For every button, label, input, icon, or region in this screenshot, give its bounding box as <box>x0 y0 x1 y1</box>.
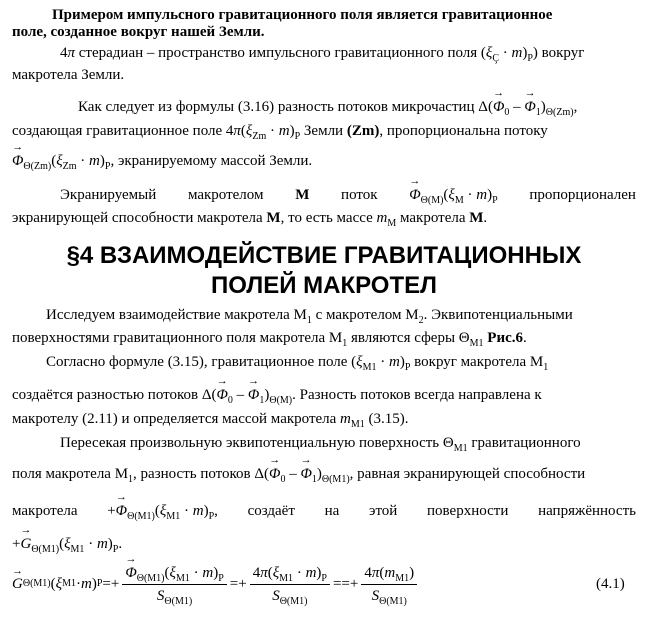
fraction-2: $\frac{4\pi(\xi_{M1} \cdot m)_P}{S_{\Theta(M1)}}$ <box>250 564 330 605</box>
p2-line2: макротела Земли. <box>12 67 125 83</box>
p1-line2: поле, созданное вокруг нашей Земли. <box>12 24 265 40</box>
equation-number: (4.1) <box>596 576 625 592</box>
p7-line1: Пересекая произвольную эквипотенциальную поверхность $\Theta_{M1}$ гравитационного <box>60 435 581 454</box>
p1-line1: Примером импульсного гравитационного поля является гравитационное <box>52 7 553 23</box>
section-heading-line1: §4 ВЗАИМОДЕЙСТВИЕ ГРАВИТАЦИОННЫХ <box>66 242 582 269</box>
p3-line3: → $\Phi_{\Theta(Zm)}(\xi_{Zm} \cdot m)_P$, экранируемому массой Земли. <box>12 152 636 170</box>
p7-line2: поля макротела $M_1$, разность потоков $\Delta(\to \Phi_0$ – → $\Phi_1)_{\Theta(M1)}$, равная экранирующей способности <box>12 465 636 483</box>
section-heading-line2: ПОЛЕЙ МАКРОТЕЛ <box>211 272 437 299</box>
p4-line2: экранирующей способности макротела M, то есть массе $m_M$ макротела M. <box>12 210 488 229</box>
p3-line1: Как следует из формулы (3.16) разность потоков микрочастиц $\Delta(\to \Phi_0$ – → $\Phi_1)_{\Theta(Zm)}$, <box>12 98 636 116</box>
p4-line1: Экранируемый макротелом M поток → $\Phi_{\Theta(M)}(\xi_M \cdot m)_P$ пропорционален <box>60 186 636 204</box>
p7-line3: макротела +→ $\Phi_{\Theta(M1)}(\xi_{M1} \cdot m)_P$, создаёт на этой поверхности напряжённость <box>12 502 636 520</box>
fraction-1: → $\frac{\Phi_{\Theta(M1)}(\xi_{M1} \cdot m)_P}{S_{\Theta(M1)}}$ <box>122 564 226 605</box>
p2-line1: 4π стерадиан – пространство импульсного гравитационного поля $(\xi_Ç \cdot m)_P$) вокруг <box>60 45 585 64</box>
p7-line4: +→ $G_{\Theta(M1)}(\xi_{M1} \cdot m)_P$. <box>12 535 636 553</box>
p5-line2: поверхностями гравитационного поля макротела $M_1$ являются сферы $\Theta_{M1}$ Рис.6. <box>12 330 527 349</box>
p6-line1: Согласно формуле (3.15), гравитационное поле $(\xi_{M1} \cdot m)_P$ вокруг макротела $M_1$ <box>46 354 549 373</box>
equation-4-1: → G Θ(M1) ( ξ M1 · m ) P = + → $\frac{\Phi_{\Theta(M1)}(\xi_{M1} \cdot m)_P}{S_{\Theta(M1)}}$ = + $\frac{4\pi(\xi_{M1} \cdot m)_P}{S_{\Theta(M1)}}$ == + $\frac{4\pi(m_{M1})}{S_{\Theta(M1)}}$ <box>12 560 420 608</box>
p5-line1: Исследуем взаимодействие макротела $M_1$ с макротелом $M_2$. Эквипотенциальными <box>46 307 573 326</box>
p6-line2: создаётся разностью потоков $\Delta(\to \Phi_0$ – → $\Phi_1)_{\Theta(M)}$. Разность потоков всегда направлена к <box>12 386 636 404</box>
p3-line2: создающая гравитационное поле $4\pi(\xi_{Zm} \cdot m)_P$ Земли (Zm), пропорциональна потоку <box>12 123 548 142</box>
p6-line3: макротелу (2.11) и определяется массой макротела $m_{M1}$ (3.15). <box>12 411 409 430</box>
fraction-3: $\frac{4\pi(m_{M1})}{S_{\Theta(M1)}}$ <box>361 564 417 605</box>
